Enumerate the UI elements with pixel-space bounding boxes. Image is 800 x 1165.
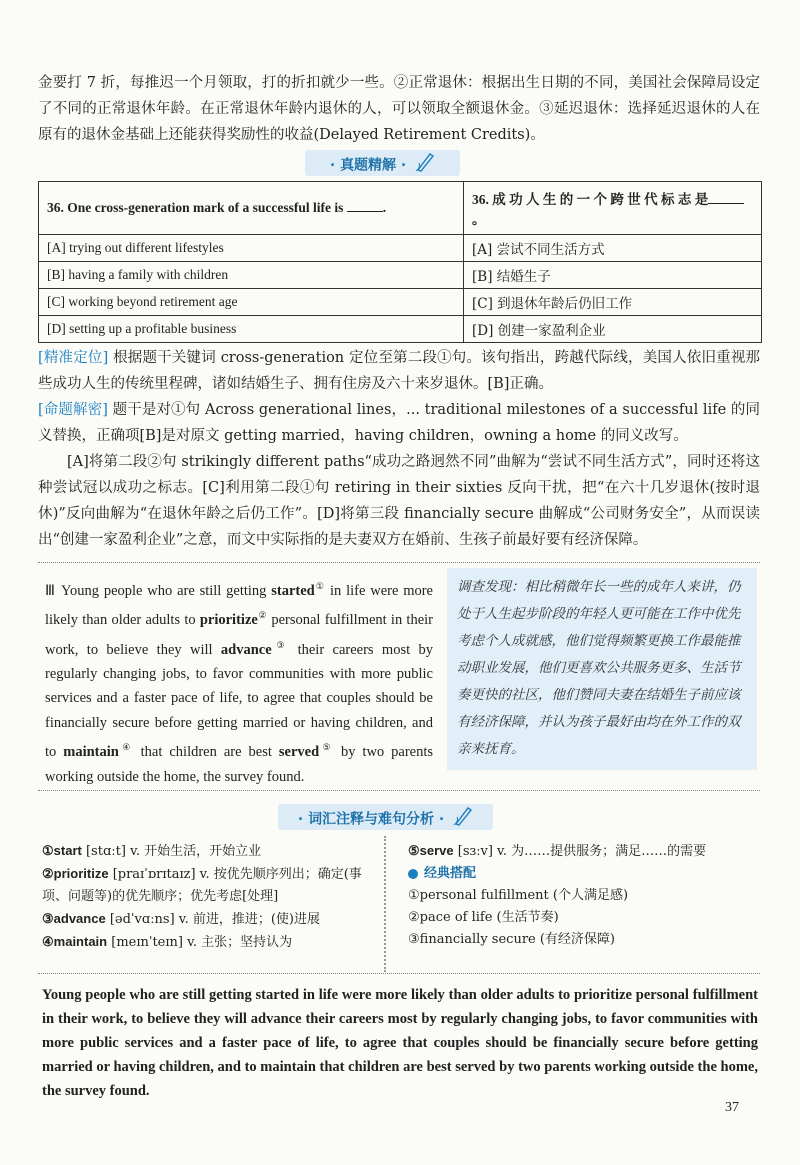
analysis-decode: [命题解密] 题干是对①句 Across generational lines，... traditional milestones of a successful life 的同义替换，正确项[B]是对原文 getting married，having children，owning a home 的同义改写。 — [38, 402, 760, 444]
option-en: [C] working beyond retirement age — [39, 289, 464, 316]
decode-label: [命题解密] — [38, 402, 108, 418]
answer-blank — [708, 203, 744, 204]
vocab-item: ③advance [ədˈvɑːns] v. 前进，推进；(使)进展 — [42, 911, 320, 927]
question-stem-row — [39, 182, 762, 235]
analysis-locate: [精准定位] 根据题干关键词 cross-generation 定位至第二段①句。该句指出，跨越代际线，美国人依旧重视那些成功人生的传统里程碑，诸如结婚生子、拥有住房及六十来岁退休。[B]正确。 — [38, 350, 761, 392]
question-stem-en: 36. One cross-generation mark of a successful life is . — [39, 182, 464, 235]
section-title: 真题精解 — [340, 157, 397, 174]
question-stem-zh: 36. 成 功 人 生 的 一 个 跨 世 代 标 志 是。 — [464, 182, 762, 235]
section-banner-vocab: · 词汇注释与难句分析 · — [278, 804, 493, 830]
collocation-item: ①personal fulfillment (个人满足感) — [408, 888, 629, 903]
collocation-item: ③financially secure (有经济保障) — [408, 932, 616, 947]
vocab-item: ⑤serve [sɜːv] v. 为……提供服务；满足……的需要 — [408, 843, 707, 859]
intro-paragraph: 金要打 7 折，每推迟一个月领取，打的折扣就少一些。②正常退休：根据出生日期的不同，美国社会保障局设定了不同的正常退休年龄。在正常退休年龄内退休的人，可以领取全额退休金。③延迟退休：选择延迟退休的人在原有的退休金基础上还能获得奖励性的收益(Delayed Retirement Credits)。 — [38, 75, 760, 143]
page-number: 37 — [725, 1100, 739, 1115]
option-row-b — [39, 262, 762, 289]
locate-label: [精准定位] — [38, 350, 109, 366]
section-title: 词汇注释与难句分析 — [308, 811, 435, 828]
section-banner-exam-analysis: · 真题精解 · — [305, 150, 460, 176]
collocation-item: ②pace of life (生活节奏) — [408, 910, 559, 925]
difficult-sentence: Young people who are still getting started in life were more likely than older adults to prioritize personal fulfillment in their work, to believe they will advance their careers most by regularly changing jobs, to favor communities with more public services and a faster pace of life, to agree that couples should be financially secure before getting married or having children, and to maintain that children are best served by two parents working outside the home, the survey found. — [42, 987, 758, 1099]
option-en: [D] setting up a profitable business — [39, 316, 464, 343]
option-row-c — [39, 289, 762, 316]
translation-box: 调查发现：相比稍微年长一些的成年人来讲，仍处于人生起步阶段的年轻人更可能在工作中优先考虑个人成就感，他们觉得频繁更换工作最能推动职业发展，他们更喜欢公共服务更多、生活节奏更快的社区，他们赞同夫妻在结婚生子前应该有经济保障，并认为孩子最好由均在外工作的双亲来抚育。 — [447, 568, 757, 770]
divider — [38, 562, 760, 563]
option-zh: [A] 尝试不同生活方式 — [464, 235, 762, 262]
passage-paragraph: Ⅲ Young people who are still getting started① in life were more likely than older adults to prioritize② personal fulfillment in their work, to believe they will advance③ their careers most by regularly changing jobs, to favor communities with more public services and a faster pace of life, to agree that couples should be financially secure before getting married or having children, and to maintain④ that children are best served⑤ by two parents working outside the home, the survey found. — [45, 581, 434, 785]
vocab-list-right — [408, 840, 758, 951]
pen-icon — [415, 150, 435, 181]
bullet-icon — [408, 869, 418, 879]
option-en: [B] having a family with children — [39, 262, 464, 289]
option-zh: [D] 创建一家盈利企业 — [464, 316, 762, 343]
option-zh: [C] 到退休年龄后仍旧工作 — [464, 289, 762, 316]
option-zh: [B] 结婚生子 — [464, 262, 762, 289]
analysis-wrong-options: [A]将第二段②句 strikingly different paths“成功之路迥然不同”曲解为“尝试不同生活方式”，同时还将这种尝试冠以成功之标志。[C]利用第二段①句 retiring in their sixties 反向干扰，把“在六十几岁退休(按时退休)”反向曲解为“在退休年龄之后仍工作”。[D]将第三段 financially secure 曲解成“公司财务安全”，从而误读出“创建一家盈利企业”之意，而文中实际指的是夫妻双方在婚前、生孩子前最好要有经济保障。 — [38, 454, 760, 548]
answer-blank — [347, 211, 383, 212]
vocab-list-left — [42, 840, 374, 954]
pen-icon — [453, 804, 473, 835]
vocab-item: ②prioritize [praɪˈɒrɪtaɪz] v. 按优先顺序列出；确定(事项、问题等)的优先顺序；优先考虑[处理] — [42, 866, 362, 904]
question-table — [38, 181, 762, 343]
divider — [38, 790, 760, 791]
column-divider — [384, 836, 394, 972]
option-row-a — [39, 235, 762, 262]
collocations-heading: 经典搭配 — [408, 863, 758, 885]
option-row-d — [39, 316, 762, 343]
option-en: [A] trying out different lifestyles — [39, 235, 464, 262]
vocab-item: ④maintain [meɪnˈteɪn] v. 主张；坚持认为 — [42, 934, 293, 950]
divider — [38, 973, 760, 974]
vocab-item: ①start [stɑːt] v. 开始生活，开始立业 — [42, 843, 262, 859]
